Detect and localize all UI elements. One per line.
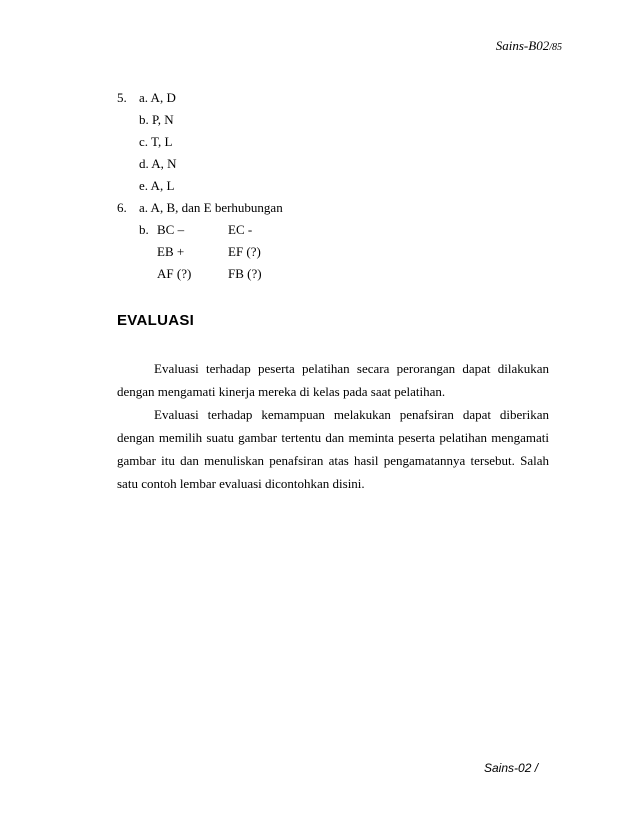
page-header xyxy=(496,38,562,54)
q5-number: 5. xyxy=(117,90,127,105)
q6-item-b-label: b. xyxy=(139,222,149,237)
q6-row-2-right: EF (?) xyxy=(228,244,261,259)
q5-item-b: b. P, N xyxy=(139,112,174,127)
page-footer: Sains-02 / xyxy=(484,761,539,775)
section-heading-evaluasi: EVALUASI xyxy=(117,312,195,329)
q6-number: 6. xyxy=(117,200,127,215)
q5-item-e: e. A, L xyxy=(139,178,175,193)
q6-item-a: a. A, B, dan E berhubungan xyxy=(139,200,283,215)
q6-row-1-right: EC - xyxy=(228,222,253,237)
q5-item-a: a. A, D xyxy=(139,90,176,105)
q6-row-3-left: AF (?) xyxy=(157,266,192,281)
q5-item-d: d. A, N xyxy=(139,156,177,171)
q6-row-3-right: FB (?) xyxy=(228,266,262,281)
header-page-number: /85 xyxy=(549,42,562,53)
header-code: Sains-B02 xyxy=(495,38,550,53)
evaluasi-paragraph-1: Evaluasi terhadap peserta pelatihan secara perorangan dapat dilakukan dengan mengamati kinerja mereka di kelas pada saat pelatihan. xyxy=(117,361,549,399)
q5-item-c: c. T, L xyxy=(139,134,173,149)
evaluasi-paragraph-2: Evaluasi terhadap kemampuan melakukan penafsiran dapat diberikan dengan memilih suatu gambar tertentu dan meminta peserta pelatihan mengamati gambar itu dan menuliskan penafsiran atas hasil pengamatannya tersebut. Salah satu contoh lembar evaluasi dicontohkan disini. xyxy=(117,407,549,491)
q6-row-2-left: EB + xyxy=(157,244,185,259)
q6-row-1-left: BC – xyxy=(157,222,185,237)
